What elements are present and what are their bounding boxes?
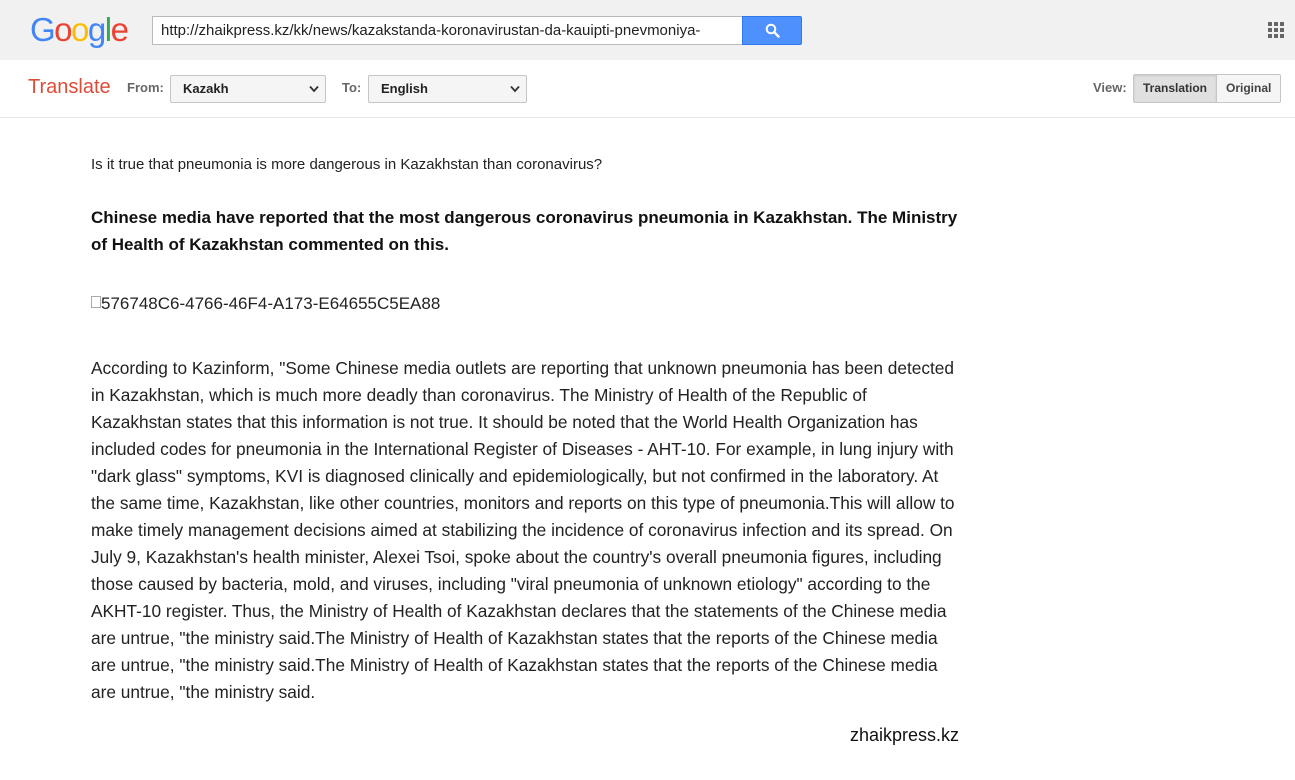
from-language-value: Kazakh <box>183 81 229 96</box>
search-icon <box>765 23 780 38</box>
translate-bar <box>0 60 1295 118</box>
logo-letter: o <box>71 11 88 48</box>
apps-grid-icon[interactable] <box>1268 22 1284 38</box>
image-alt-text: 576748C6-4766-46F4-A173-E64655C5EA88 <box>101 294 441 313</box>
article-lead: Chinese media have reported that the most dangerous coronavirus pneumonia in Kazakhstan. The Ministry of Health of Kazakhstan commented on this. <box>91 208 958 254</box>
view-translation-button[interactable]: Translation <box>1133 74 1217 103</box>
logo-letter: G <box>30 11 55 48</box>
logo-letter: g <box>87 11 105 48</box>
chevron-down-icon <box>510 85 520 93</box>
logo-letter: e <box>110 11 128 48</box>
to-language-value: English <box>381 81 428 96</box>
google-logo[interactable] <box>30 12 127 48</box>
logo-letter: l <box>104 11 111 48</box>
broken-image <box>91 294 440 314</box>
article-body: According to Kazinform, "Some Chinese media outlets are reporting that unknown pneumonia has been detected in Kazakhstan, which is much more deadly than coronavirus. The Ministry of Health of the Republic of Kazakhstan states that this information is not true. It should be noted that the World Health Organization has included codes for pneumonia in the International Register of Diseases - AHT-10. For example, in lung injury with "dark glass" symptoms, KVI is diagnosed clinically and epidemiologically, but not confirmed in the laboratory. At the same time, Kazakhstan, like other countries, monitors and reports on this type of pneumonia.This will allow to make timely management decisions aimed at stabilizing the incidence of coronavirus infection and its spread. On July 9, Kazakhstan's health minister, Alexei Tsoi, spoke about the country's overall pneumonia figures, including those caused by bacteria, mold, and viruses, including "viral pneumonia of unknown etiology" according to the AKHT-10 register. Thus, the Ministry of Health of Kazakhstan declares that the statements of the Chinese media are untrue, "the ministry said.The Ministry of Health of Kazakhstan states that the reports of the Chinese media are untrue, "the ministry said.The Ministry of Health of Kazakhstan states that the reports of the Chinese media are untrue, "the ministry said. <box>91 358 955 702</box>
to-language-select[interactable] <box>368 75 527 103</box>
article-source: zhaikpress.kz <box>850 725 960 745</box>
logo-letter: o <box>54 11 72 48</box>
search-button[interactable] <box>742 16 802 45</box>
chevron-down-icon <box>309 85 319 93</box>
url-input[interactable]: http://zhaikpress.kz/kk/news/kazakstanda-koronavirustan-da-kauipti-pnevmoniya- <box>152 16 742 45</box>
from-language-select[interactable] <box>170 75 326 103</box>
view-original-button[interactable]: Original <box>1217 74 1281 103</box>
from-label: From: <box>127 80 164 95</box>
broken-image-icon <box>91 296 101 308</box>
top-bar <box>0 0 1295 60</box>
view-toggle <box>1133 74 1281 103</box>
translate-title[interactable]: Translate <box>28 76 111 98</box>
view-label: View: <box>1093 80 1127 95</box>
article-question: Is it true that pneumonia is more dangerous in Kazakhstan than coronavirus? <box>91 156 603 173</box>
to-label: To: <box>342 80 362 95</box>
